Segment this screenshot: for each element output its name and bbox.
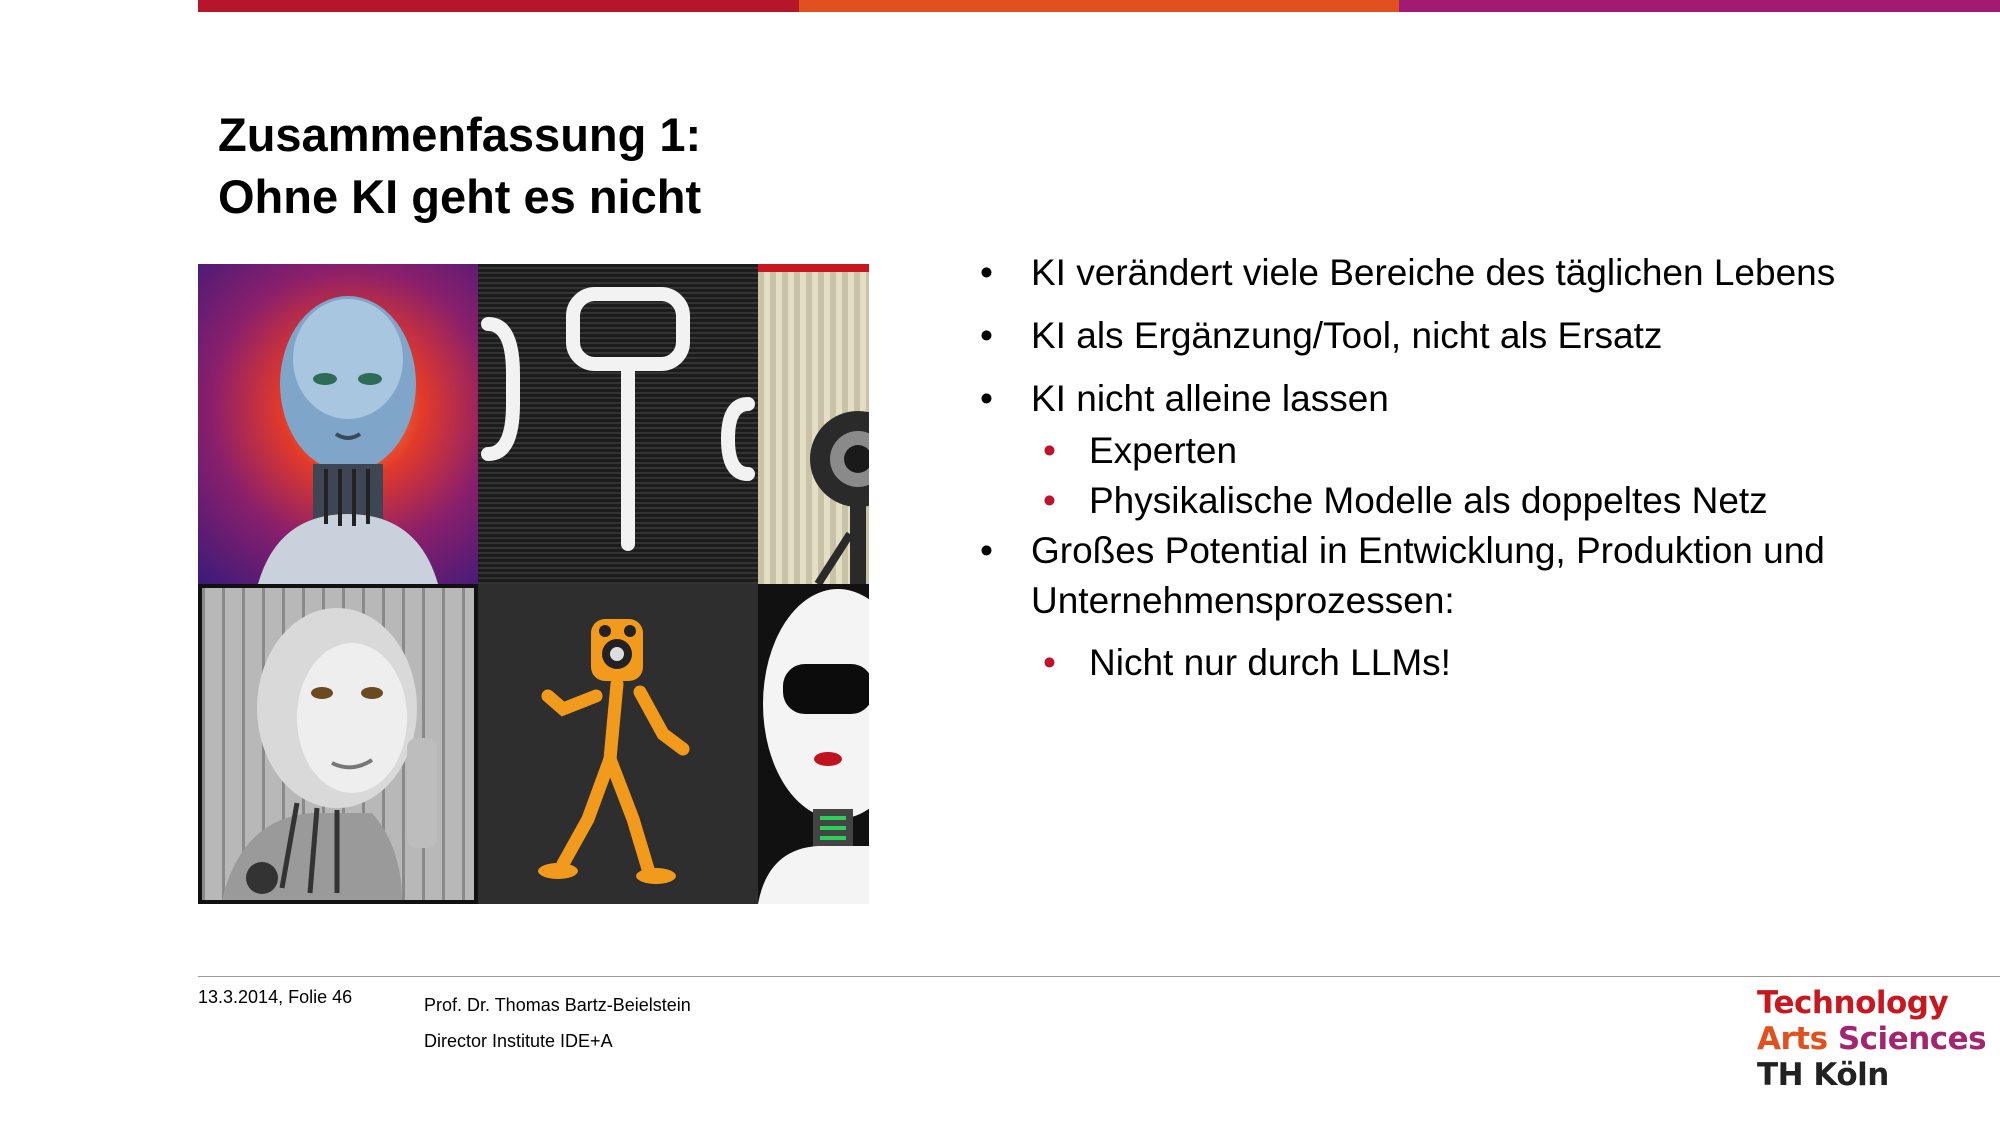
cyborg-portrait-tile	[198, 584, 478, 904]
sub-bullet-text: Nicht nur durch LLMs!	[1089, 642, 1451, 683]
white-robot-tile	[758, 584, 869, 904]
bullet-item	[980, 311, 1960, 361]
footer-date-slide-number: 13.3.2014, Folie 46	[198, 987, 353, 1007]
slide-title-line-2: Ohne KI geht es nicht	[218, 170, 702, 223]
bullet-dot-icon: •	[980, 378, 993, 419]
sub-bullet-text: Physikalische Modelle als doppeltes Netz	[1089, 480, 1768, 521]
logo-sciences: Sciences	[1837, 1021, 1987, 1057]
bullet-dot-icon: •	[980, 315, 993, 356]
bullet-text: KI als Ergänzung/Tool, nicht als Ersatz	[1031, 315, 1663, 356]
bullet-text: KI verändert viele Bereiche des täglichen Lebens	[1031, 252, 1836, 293]
th-koeln-logo	[1757, 985, 1986, 1093]
sub-bullet-dot-icon: •	[1043, 430, 1056, 471]
glowing-glyph-icon	[478, 264, 758, 584]
bullet-dot-icon: •	[980, 530, 993, 571]
blue-android-icon	[198, 264, 478, 584]
webcam-robot-icon	[758, 264, 869, 584]
logo-arts-sciences	[1757, 1021, 1986, 1057]
sub-bullet-dot-icon: •	[1043, 642, 1056, 683]
top-bar-purple	[1399, 0, 2000, 12]
sub-bullet-dot-icon: •	[1043, 480, 1056, 521]
glyph-texture-tile	[478, 264, 758, 584]
bullet-dot-icon: •	[980, 252, 993, 293]
footer-divider	[198, 976, 2000, 977]
footer-author-name: Prof. Dr. Thomas Bartz-Beielstein	[424, 995, 691, 1015]
orange-robot-icon	[478, 584, 758, 904]
logo-arts: Arts	[1757, 1021, 1828, 1057]
bullet-text: Großes Potential in Entwicklung, Produktion und Unternehmensprozessen:	[1031, 530, 1825, 621]
slide-title	[218, 104, 701, 228]
sub-bullet-text: Experten	[1089, 430, 1238, 471]
bullet-item	[980, 526, 1960, 626]
white-helmet-robot-icon	[758, 584, 869, 904]
webcam-robot-tile	[758, 264, 869, 584]
sub-bullet-item	[980, 426, 1960, 476]
footer-author-block	[424, 987, 691, 1059]
logo-technology: Technology	[1757, 985, 1949, 1021]
top-bar-red	[198, 0, 799, 12]
robot-portrait-blue-tile	[198, 264, 478, 584]
bullet-item	[980, 374, 1960, 424]
footer-author-role: Director Institute IDE+A	[424, 1031, 613, 1051]
sub-bullet-item	[980, 476, 1960, 526]
cyborg-woman-icon	[202, 588, 474, 900]
slide-title-line-1: Zusammenfassung 1:	[218, 108, 702, 161]
top-color-bar	[198, 0, 2000, 12]
top-bar-orange	[799, 0, 1400, 12]
ai-robot-collage-image	[198, 264, 869, 904]
sub-bullet-item	[980, 638, 1960, 688]
bullet-text: KI nicht alleine lassen	[1031, 378, 1389, 419]
orange-robot-tile	[478, 584, 758, 904]
logo-th-koeln: TH Köln	[1757, 1057, 1889, 1093]
bullet-item	[980, 248, 1960, 298]
content-bullet-list	[980, 248, 1960, 688]
